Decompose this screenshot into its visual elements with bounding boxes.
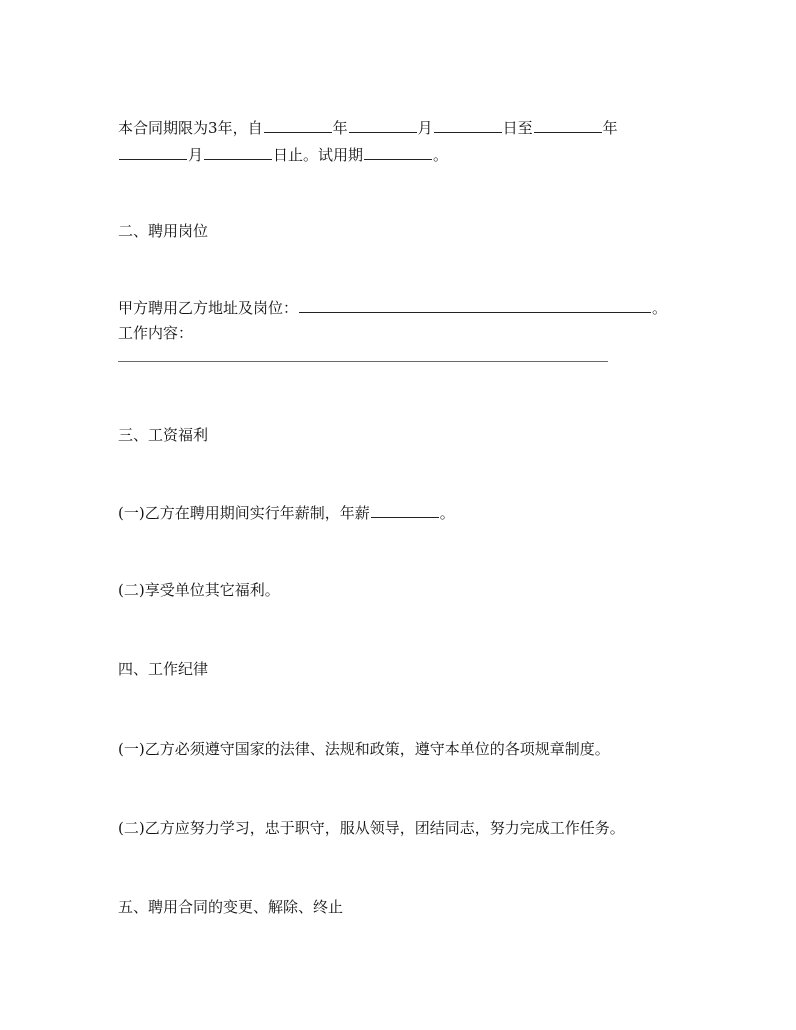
address-position-end: 。 [652, 299, 668, 317]
probation-blank [364, 145, 432, 160]
address-position-blank [299, 298, 651, 313]
section-4-title: 四、工作纪律 [118, 660, 209, 678]
section-2-title: 二、聘用岗位 [118, 222, 209, 240]
benefits-line: (二)享受单位其它福利。 [118, 581, 280, 599]
end-month-blank [119, 145, 187, 160]
end-month-label: 月 [188, 146, 204, 164]
discipline-item-2: (二)乙方应努力学习，忠于职守，服从领导，团结同志，努力完成工作任务。 [118, 819, 625, 837]
start-year-label: 年 [332, 119, 348, 137]
term-prefix: 本合同期限为 [118, 119, 209, 137]
work-content-label: 工作内容： [118, 324, 194, 342]
probation-end: 。 [433, 146, 449, 164]
start-day-blank [434, 118, 502, 133]
end-day-blank [204, 145, 272, 160]
annual-salary-blank [371, 503, 439, 518]
salary-prefix: (一)乙方在聘用期间实行年薪制，年薪 [118, 504, 370, 522]
start-month-label: 月 [417, 119, 433, 137]
discipline-item-1: (一)乙方必须遵守国家的法律、法规和政策，遵守本单位的各项规章制度。 [118, 740, 610, 758]
work-content-rule [118, 361, 608, 362]
end-year-blank [534, 118, 602, 133]
end-year-label: 年 [602, 119, 618, 137]
term-years: 3 [208, 119, 218, 137]
address-position-label: 甲方聘用乙方地址及岗位： [118, 299, 299, 317]
end-day-label: 日止。试用期 [273, 146, 364, 164]
start-month-blank [349, 118, 417, 133]
until-label: 日至 [502, 119, 533, 137]
term-years-unit: 年，自 [217, 119, 263, 137]
section-3-title: 三、工资福利 [118, 426, 209, 444]
salary-line [118, 503, 455, 523]
address-position-line [118, 298, 667, 318]
contract-term-line-1 [118, 118, 618, 138]
contract-term-line-2 [118, 145, 448, 165]
start-year-blank [264, 118, 332, 133]
section-5-title: 五、聘用合同的变更、解除、终止 [118, 898, 344, 916]
salary-end: 。 [439, 504, 455, 522]
